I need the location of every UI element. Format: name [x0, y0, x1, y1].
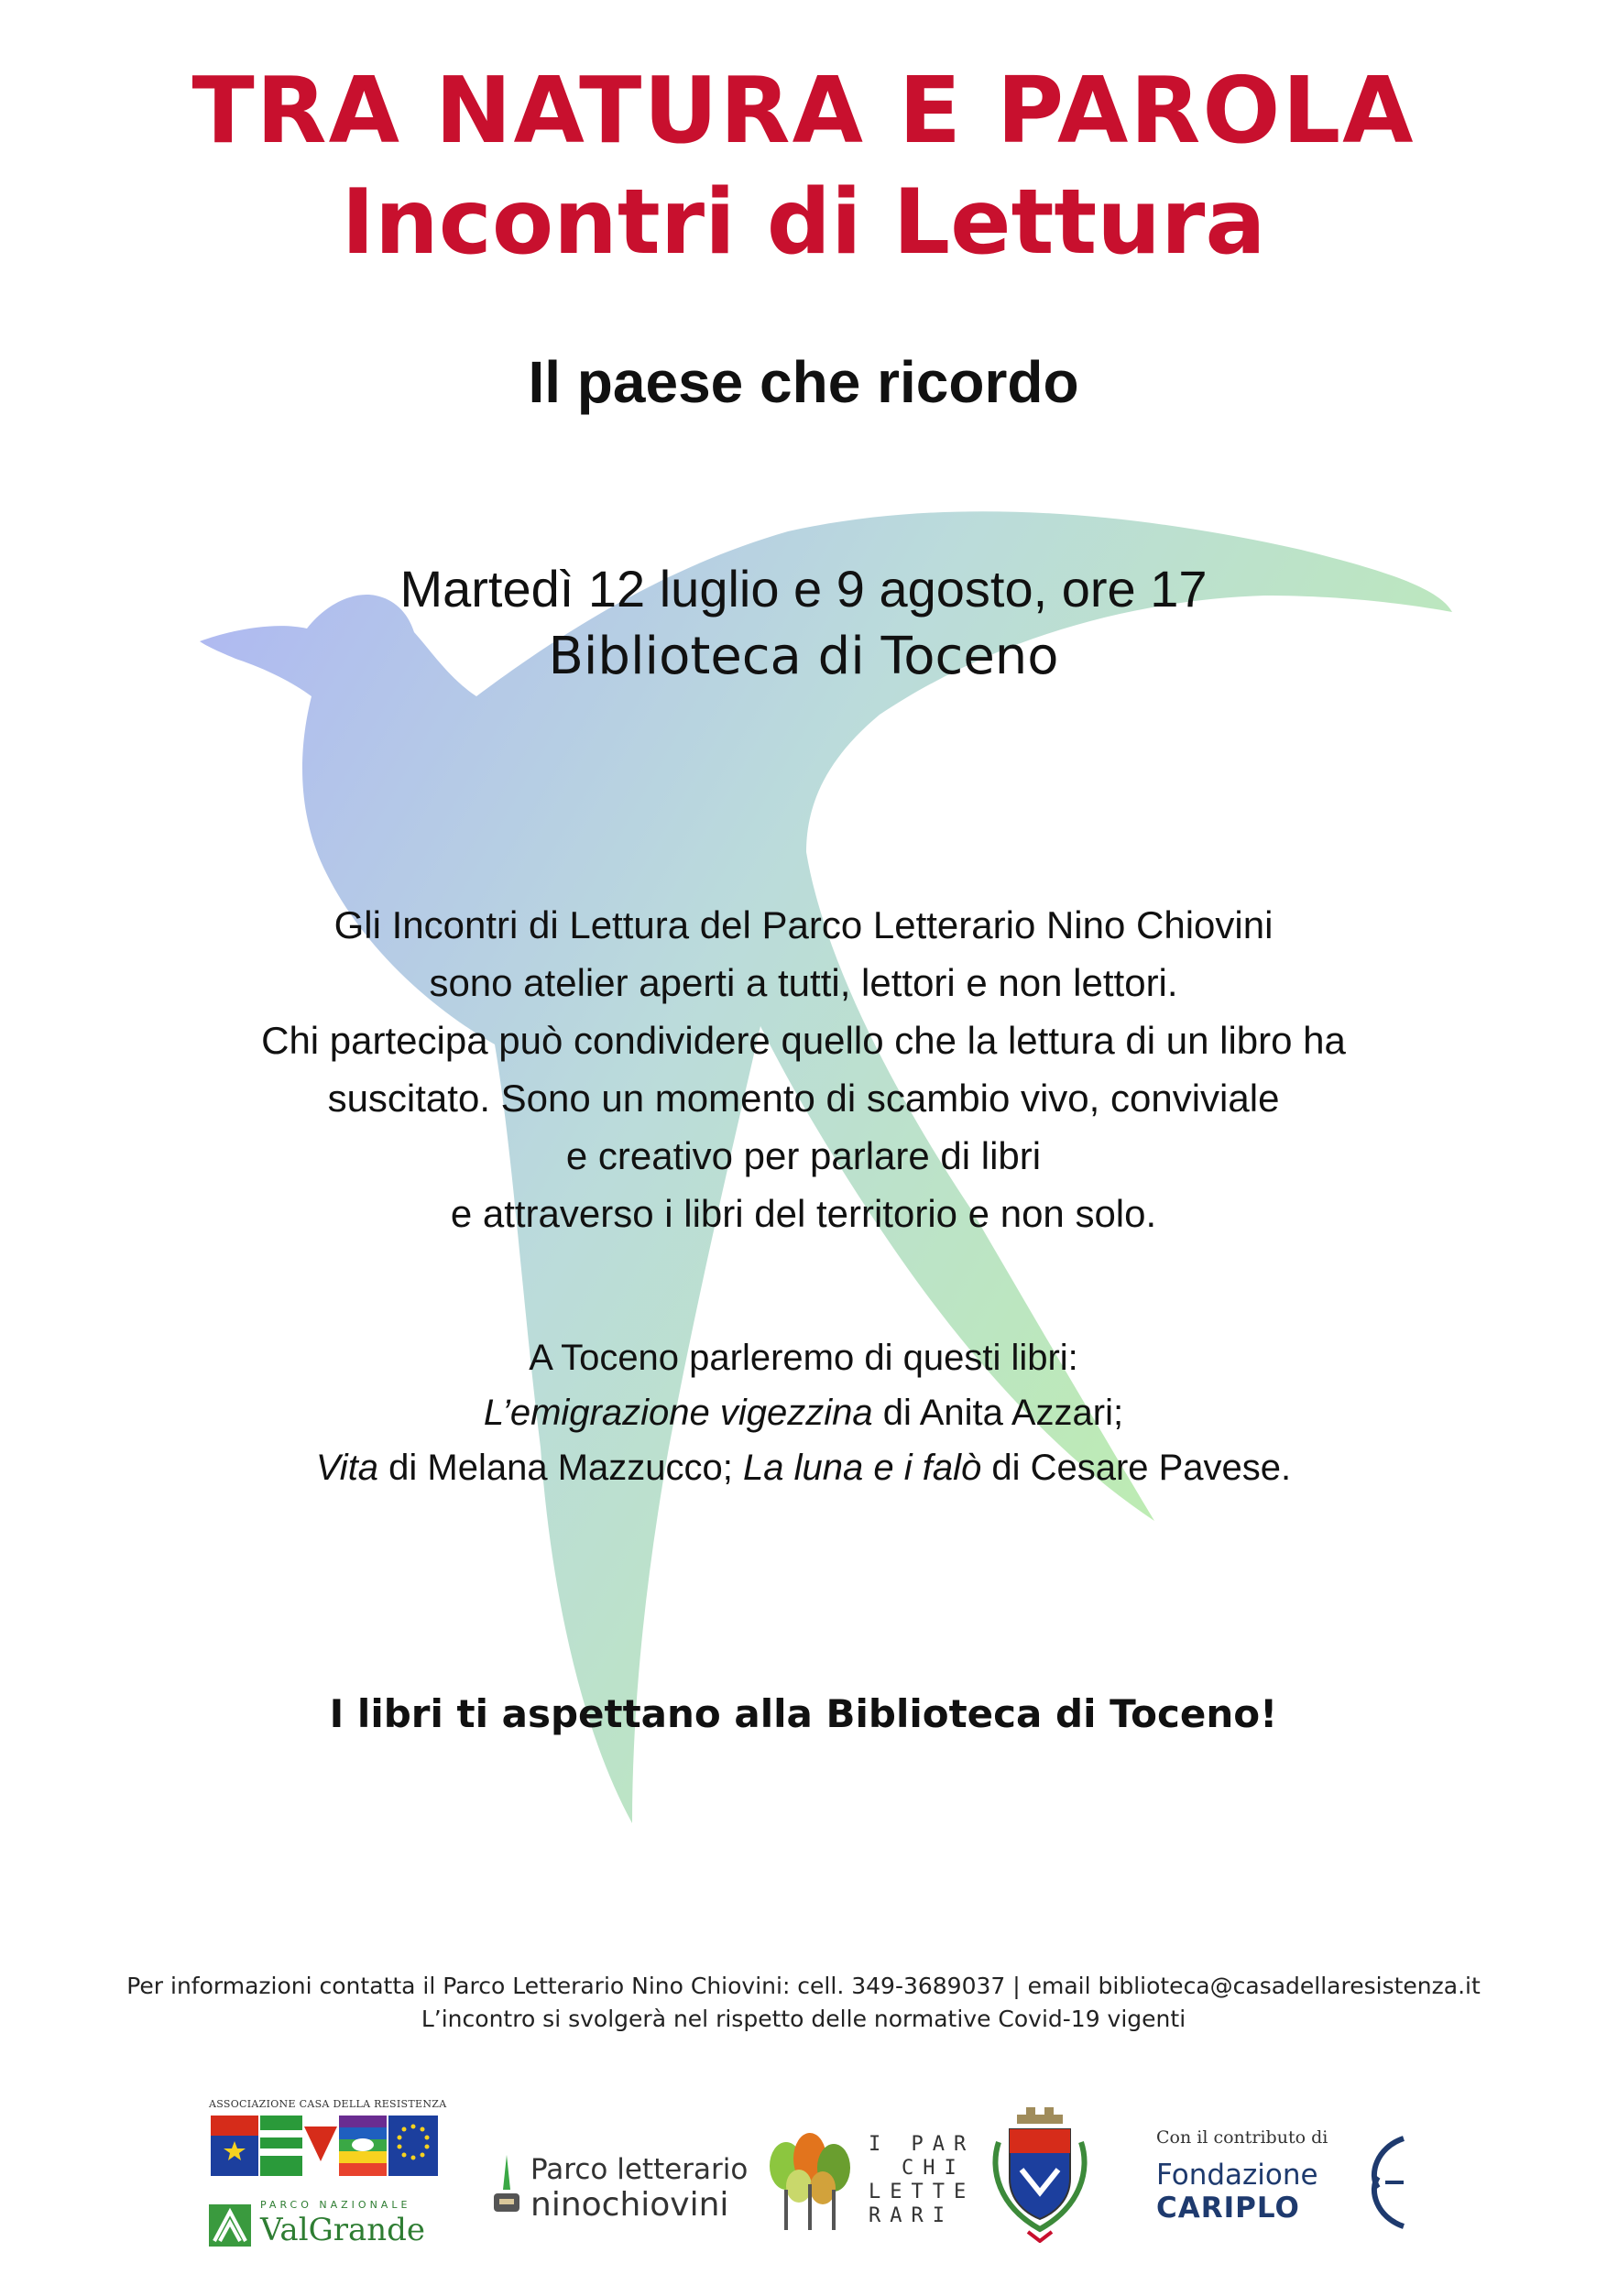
contact-line: Per informazioni contatta il Parco Letterario Nino Chiovini: cell. 349-3689037 | email biblioteca@casadellaresistenza.it: [126, 1973, 1481, 1999]
trees-icon: [766, 2131, 856, 2232]
description-line: Gli Incontri di Lettura del Parco Letterario Nino Chiovini: [333, 903, 1274, 946]
flags-icon: [209, 2114, 440, 2187]
valgrande-subtitle: PARCO NAZIONALE: [260, 2199, 411, 2211]
cariplo-emblem-icon: [1363, 2131, 1409, 2232]
cariplo-intro: Con il contributo di: [1156, 2127, 1328, 2148]
logo-fondazione-cariplo: [1156, 2127, 1367, 2228]
valgrande-icon: [209, 2204, 251, 2247]
books-line-2: [0, 1440, 1607, 1495]
book-author: di Anita Azzari;: [872, 1393, 1124, 1433]
parchi-line: RARI: [869, 2204, 954, 2227]
parco-letterario-line1: Parco letterario: [530, 2153, 749, 2186]
description-line: e attraverso i libri del territorio e non solo.: [450, 1192, 1157, 1235]
title-secondary: Incontri di Lettura: [341, 170, 1266, 275]
toceno-coat-of-arms-icon: [989, 2105, 1090, 2243]
contact-info: [0, 1970, 1607, 2036]
book-author: di Cesare Pavese.: [981, 1448, 1292, 1488]
logo-parco-letterario: [490, 2144, 756, 2226]
logo-parchi-letterari: [766, 2126, 977, 2236]
title-main: TRA NATURA E PAROLA: [191, 57, 1416, 164]
event-location: Biblioteca di Toceno: [548, 627, 1059, 686]
valgrande-name: ValGrande: [260, 2212, 426, 2248]
cariplo-name-line1: Fondazione: [1156, 2159, 1318, 2192]
books-section: [0, 1330, 1607, 1495]
books-line-1: [0, 1385, 1607, 1440]
logo-valgrande: [209, 2195, 447, 2254]
description-line: e creativo per parlare di libri: [565, 1134, 1042, 1177]
closing-message: I libri ti aspettano alla Biblioteca di Toceno!: [329, 1691, 1278, 1736]
books-intro: A Toceno parleremo di questi libri:: [529, 1338, 1078, 1378]
inkwell-pen-icon: [490, 2153, 523, 2217]
parco-letterario-line2: ninochiovini: [530, 2186, 729, 2224]
book-title: La luna e i falò: [743, 1448, 982, 1488]
parchi-line: I PAR: [869, 2133, 976, 2156]
event-subtitle: Il paese che ricordo: [528, 349, 1079, 415]
parchi-letterari-text: [869, 2133, 975, 2228]
book-author: di Melana Mazzucco;: [378, 1448, 743, 1488]
logo-casa-resistenza: [209, 2098, 447, 2187]
book-title: L’emigrazione vigezzina: [483, 1393, 873, 1433]
description-line: sono atelier aperti a tutti, lettori e non lettori.: [429, 961, 1178, 1004]
description-line: suscitato. Sono un momento di scambio vivo, conviviale: [327, 1077, 1280, 1120]
covid-notice: L’incontro si svolgerà nel rispetto delle normative Covid-19 vigenti: [421, 2006, 1186, 2032]
cariplo-name-line2: CARIPLO: [1156, 2192, 1300, 2225]
description-paragraph: [0, 896, 1607, 1242]
description-line: Chi partecipa può condividere quello che la lettura di un libro ha: [261, 1019, 1346, 1062]
parchi-line: LETTE: [869, 2181, 976, 2203]
parchi-line: CHI: [902, 2157, 966, 2180]
logo-casa-resistenza-text: ASSOCIAZIONE CASA DELLA RESISTENZA: [209, 2098, 447, 2110]
event-date-time: Martedì 12 luglio e 9 agosto, ore 17: [399, 560, 1208, 618]
book-title: Vita: [315, 1448, 379, 1488]
